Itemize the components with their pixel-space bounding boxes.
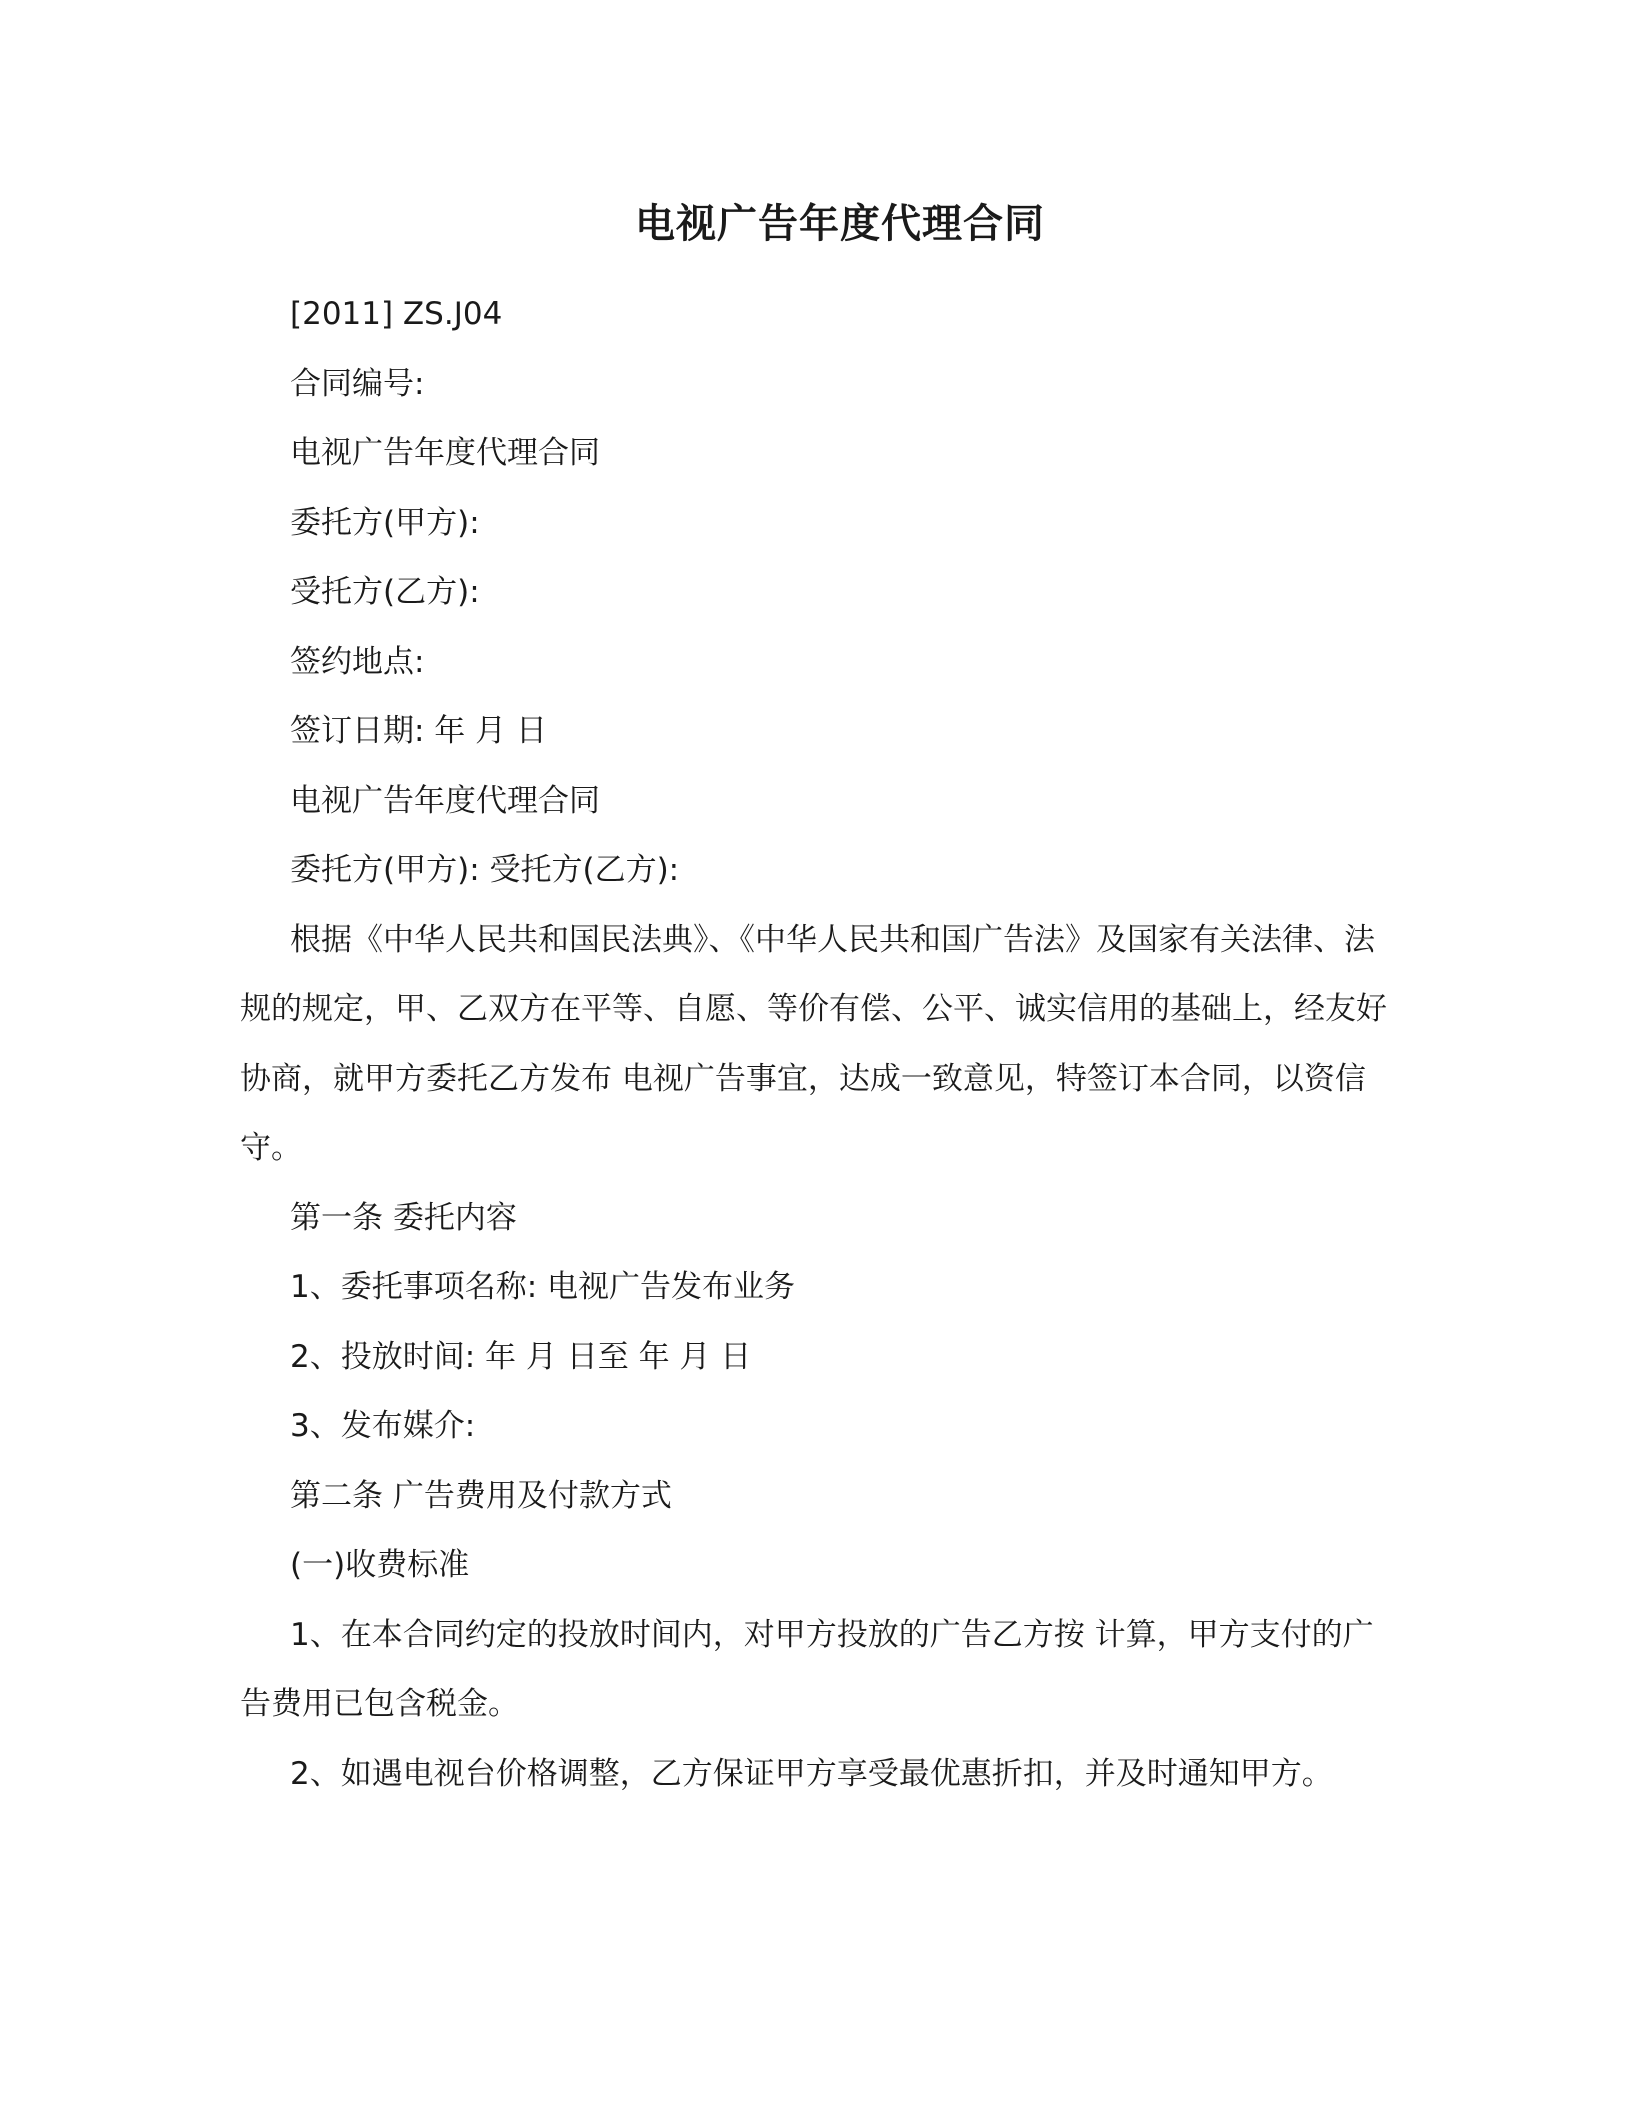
- signing-date-label: 签订日期: 年 月 日: [290, 713, 548, 749]
- article-2-item-2: 2、如遇电视台价格调整，乙方保证甲方享受最优惠折扣，并及时通知甲方。: [290, 1755, 1333, 1792]
- article-1-item-3: 3、发布媒介:: [290, 1408, 476, 1444]
- document-title: 电视广告年度代理合同: [635, 201, 1045, 247]
- preamble-paragraph: 根据《中华人民共和国民法典》、《中华人民共和国广告法》及国家有关法律、法规的规定，甲、乙双方在平等、自愿、等价有偿、公平、诚实信用的基础上，经友好协商，就甲方委托乙方发布 电视广告事宜，达成一致意见，特签订本合同，以资信守。: [240, 921, 1387, 1166]
- article-1-item-2: 2、投放时间: 年 月 日至 年 月 日: [290, 1338, 752, 1375]
- contract-code: [2011] ZS.J04: [290, 296, 503, 332]
- party-b-label: 受托方(乙方):: [290, 574, 480, 610]
- contract-number-label: 合同编号:: [290, 365, 425, 402]
- contract-name: 电视广告年度代理合同: [290, 435, 600, 471]
- article-2-item-1: 1、在本合同约定的投放时间内，对甲方投放的广告乙方按 计算，甲方支付的广告费用已包含税金。: [240, 1616, 1374, 1722]
- contract-name-repeat: 电视广告年度代理合同: [290, 782, 600, 819]
- signing-place-label: 签约地点:: [290, 643, 425, 680]
- document-body: [240, 280, 1390, 1809]
- article-2-section-1: (一)收费标准: [290, 1547, 470, 1583]
- party-a-label: 委托方(甲方):: [290, 504, 480, 541]
- article-1-item-1: 1、委托事项名称: 电视广告发布业务: [290, 1269, 796, 1305]
- article-1-heading: 第一条 委托内容: [290, 1199, 517, 1236]
- article-2-heading: 第二条 广告费用及付款方式: [290, 1477, 672, 1514]
- parties-line: 委托方(甲方): 受托方(乙方):: [290, 852, 680, 888]
